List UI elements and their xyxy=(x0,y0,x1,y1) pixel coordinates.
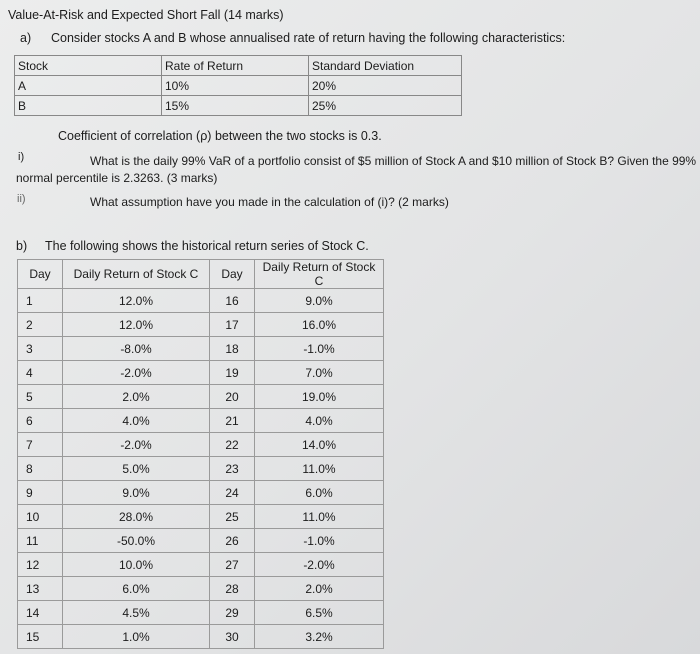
day-cell: 12 xyxy=(18,553,63,577)
table-row xyxy=(18,361,384,385)
question-i-text-cont: normal percentile is 2.3263. (3 marks) xyxy=(16,171,218,185)
return-cell: 6.0% xyxy=(255,481,384,505)
return-cell: 10.0% xyxy=(63,553,210,577)
table-row xyxy=(15,76,462,96)
table-header-row xyxy=(15,56,462,76)
day-cell: 5 xyxy=(18,385,63,409)
return-cell: 3.2% xyxy=(255,625,384,649)
day-cell: 10 xyxy=(18,505,63,529)
day-cell: 3 xyxy=(18,337,63,361)
table-row xyxy=(18,529,384,553)
header-rate-of-return: Rate of Return xyxy=(162,56,309,76)
correlation-text: Coefficient of correlation (ρ) between the two stocks is 0.3. xyxy=(58,129,382,143)
return-cell: 16.0% xyxy=(255,313,384,337)
header-daily-return: Daily Return of Stock C xyxy=(255,260,384,289)
return-cell: 12.0% xyxy=(63,289,210,313)
day-cell: 13 xyxy=(18,577,63,601)
return-cell: 6.0% xyxy=(63,577,210,601)
stdev-cell: 25% xyxy=(309,96,462,116)
return-cell: 14.0% xyxy=(255,433,384,457)
return-cell: -2.0% xyxy=(255,553,384,577)
day-cell: 23 xyxy=(210,457,255,481)
return-cell: 4.0% xyxy=(255,409,384,433)
table-row xyxy=(18,313,384,337)
table-row xyxy=(18,457,384,481)
return-cell: 4.5% xyxy=(63,601,210,625)
day-cell: 4 xyxy=(18,361,63,385)
return-cell: -8.0% xyxy=(63,337,210,361)
question-ii-label: ii) xyxy=(17,193,26,205)
stdev-cell: 20% xyxy=(309,76,462,96)
table-row xyxy=(18,385,384,409)
table-row xyxy=(18,577,384,601)
part-b-text: The following shows the historical return series of Stock C. xyxy=(45,239,369,253)
return-cell: 12.0% xyxy=(63,313,210,337)
return-cell: 4.0% xyxy=(63,409,210,433)
return-cell: 11.0% xyxy=(255,457,384,481)
day-cell: 11 xyxy=(18,529,63,553)
part-a-label: a) xyxy=(20,31,32,45)
day-cell: 21 xyxy=(210,409,255,433)
return-cell: -2.0% xyxy=(63,361,210,385)
day-cell: 14 xyxy=(18,601,63,625)
day-cell: 28 xyxy=(210,577,255,601)
return-cell: 1.0% xyxy=(63,625,210,649)
day-cell: 18 xyxy=(210,337,255,361)
return-cell: 28.0% xyxy=(63,505,210,529)
table-row xyxy=(18,337,384,361)
day-cell: 27 xyxy=(210,553,255,577)
table-row xyxy=(18,553,384,577)
day-cell: 2 xyxy=(18,313,63,337)
table-row xyxy=(18,409,384,433)
stock-characteristics-table xyxy=(14,55,462,116)
day-cell: 26 xyxy=(210,529,255,553)
part-b-label: b) xyxy=(16,239,28,253)
return-cell: -2.0% xyxy=(63,433,210,457)
day-cell: 9 xyxy=(18,481,63,505)
return-cell: 9.0% xyxy=(255,289,384,313)
return-cell: 5.0% xyxy=(63,457,210,481)
day-cell: 7 xyxy=(18,433,63,457)
return-cell: 7.0% xyxy=(255,361,384,385)
header-stock: Stock xyxy=(15,56,162,76)
table-header-row xyxy=(18,260,384,289)
day-cell: 15 xyxy=(18,625,63,649)
day-cell: 6 xyxy=(18,409,63,433)
return-cell: 6.5% xyxy=(255,601,384,625)
return-cell: 19.0% xyxy=(255,385,384,409)
table-row xyxy=(18,505,384,529)
return-cell: 2.0% xyxy=(63,385,210,409)
day-cell: 22 xyxy=(210,433,255,457)
day-cell: 30 xyxy=(210,625,255,649)
part-a-text: Consider stocks A and B whose annualised rate of return having the following characteristics: xyxy=(51,31,566,45)
stock-c-returns-table xyxy=(17,259,384,649)
table-row xyxy=(18,433,384,457)
table-row xyxy=(18,289,384,313)
document-title: Value-At-Risk and Expected Short Fall (14 marks) xyxy=(8,8,284,22)
day-cell: 17 xyxy=(210,313,255,337)
day-cell: 8 xyxy=(18,457,63,481)
day-cell: 25 xyxy=(210,505,255,529)
return-cell: -1.0% xyxy=(255,529,384,553)
day-cell: 29 xyxy=(210,601,255,625)
table-row xyxy=(18,481,384,505)
return-cell: 2.0% xyxy=(255,577,384,601)
table-row xyxy=(18,625,384,649)
return-cell: 10% xyxy=(162,76,309,96)
question-i-text: What is the daily 99% VaR of a portfolio consist of $5 million of Stock A and $10 million of Stock B? Given the 99% xyxy=(90,154,697,168)
day-cell: 1 xyxy=(18,289,63,313)
stock-cell: B xyxy=(15,96,162,116)
table-row xyxy=(18,601,384,625)
day-cell: 19 xyxy=(210,361,255,385)
question-ii-text: What assumption have you made in the calculation of (i)? (2 marks) xyxy=(90,195,449,209)
day-cell: 24 xyxy=(210,481,255,505)
stock-cell: A xyxy=(15,76,162,96)
return-cell: -1.0% xyxy=(255,337,384,361)
return-cell: 15% xyxy=(162,96,309,116)
header-day: Day xyxy=(18,260,63,289)
question-i-label: i) xyxy=(18,151,25,163)
return-cell: 11.0% xyxy=(255,505,384,529)
header-daily-return: Daily Return of Stock C xyxy=(63,260,210,289)
day-cell: 20 xyxy=(210,385,255,409)
day-cell: 16 xyxy=(210,289,255,313)
return-cell: 9.0% xyxy=(63,481,210,505)
return-cell: -50.0% xyxy=(63,529,210,553)
table-row xyxy=(15,96,462,116)
header-standard-deviation: Standard Deviation xyxy=(309,56,462,76)
header-day: Day xyxy=(210,260,255,289)
